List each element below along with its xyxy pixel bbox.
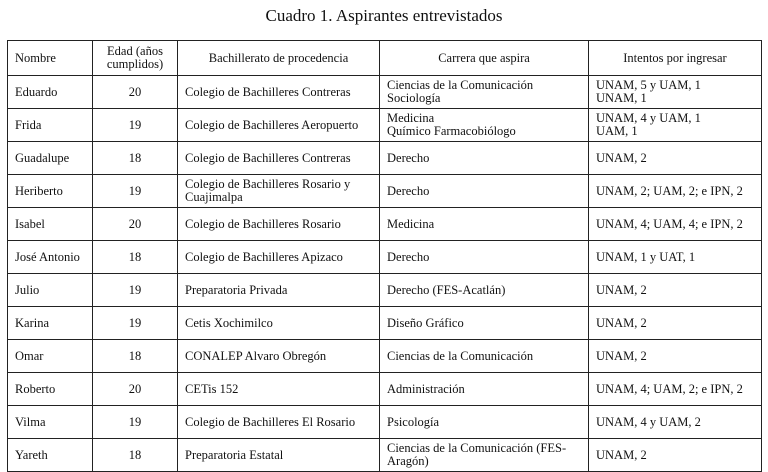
cell-bachillerato: Colegio de Bachilleres Rosario y Cuajimalpa [178,175,380,208]
cell-bachillerato: Cetis Xochimilco [178,307,380,340]
cell-edad: 20 [93,76,178,109]
table-body [8,76,762,472]
cell-intentos: UNAM, 5 y UAM, 1 UNAM, 1 [589,76,762,109]
table-header [8,41,762,76]
table-caption: Cuadro 1. Aspirantes entrevistados [265,6,503,25]
cell-edad: 19 [93,109,178,142]
cell-bachillerato: Colegio de Bachilleres Apizaco [178,241,380,274]
cell-intentos: UNAM, 2 [589,439,762,472]
cell-bachillerato: Colegio de Bachilleres Contreras [178,76,380,109]
cell-nombre: Vilma [8,406,93,439]
table-row [8,439,762,472]
table-row [8,241,762,274]
cell-bachillerato: Colegio de Bachilleres Aeropuerto [178,109,380,142]
table-row [8,373,762,406]
header-intentos: Intentos por ingresar [589,41,762,76]
cell-nombre: Frida [8,109,93,142]
cell-carrera: Psicología [380,406,589,439]
cell-edad: 20 [93,208,178,241]
cell-nombre: José Antonio [8,241,93,274]
cell-carrera: Derecho (FES-Acatlán) [380,274,589,307]
cell-carrera: Ciencias de la Comunicación (FES-Aragón) [380,439,589,472]
cell-nombre: Yareth [8,439,93,472]
table-row [8,175,762,208]
cell-edad: 19 [93,406,178,439]
cell-intentos: UNAM, 2; UAM, 2; e IPN, 2 [589,175,762,208]
cell-edad: 18 [93,439,178,472]
cell-carrera: Derecho [380,241,589,274]
table-row [8,109,762,142]
table-row [8,76,762,109]
header-carrera: Carrera que aspira [380,41,589,76]
cell-carrera: Diseño Gráfico [380,307,589,340]
cell-intentos: UNAM, 4 y UAM, 2 [589,406,762,439]
header-bachillerato: Bachillerato de procedencia [178,41,380,76]
cell-intentos: UNAM, 2 [589,307,762,340]
cell-nombre: Omar [8,340,93,373]
cell-intentos: UNAM, 2 [589,274,762,307]
cell-nombre: Julio [8,274,93,307]
header-row [8,41,762,76]
table-row [8,406,762,439]
cell-intentos: UNAM, 1 y UAT, 1 [589,241,762,274]
cell-carrera: Derecho [380,175,589,208]
cell-edad: 19 [93,274,178,307]
cell-nombre: Heriberto [8,175,93,208]
cell-edad: 20 [93,373,178,406]
cell-edad: 19 [93,307,178,340]
cell-nombre: Roberto [8,373,93,406]
table-row [8,340,762,373]
cell-edad: 19 [93,175,178,208]
cell-nombre: Karina [8,307,93,340]
cell-bachillerato: Colegio de Bachilleres Rosario [178,208,380,241]
cell-bachillerato: CONALEP Alvaro Obregón [178,340,380,373]
header-nombre: Nombre [8,41,93,76]
cell-edad: 18 [93,241,178,274]
cell-intentos: UNAM, 4 y UAM, 1 UAM, 1 [589,109,762,142]
cell-carrera: Medicina Químico Farmacobiólogo [380,109,589,142]
cell-bachillerato: Preparatoria Privada [178,274,380,307]
cell-bachillerato: Colegio de Bachilleres Contreras [178,142,380,175]
header-edad: Edad (años cumplidos) [93,41,178,76]
cell-bachillerato: Colegio de Bachilleres El Rosario [178,406,380,439]
cell-carrera: Derecho [380,142,589,175]
applicants-table [7,40,762,472]
cell-carrera: Administración [380,373,589,406]
cell-carrera: Ciencias de la Comunicación [380,340,589,373]
cell-intentos: UNAM, 2 [589,340,762,373]
table-row [8,208,762,241]
table-row [8,142,762,175]
cell-intentos: UNAM, 2 [589,142,762,175]
cell-intentos: UNAM, 4; UAM, 4; e IPN, 2 [589,208,762,241]
cell-nombre: Isabel [8,208,93,241]
cell-carrera: Ciencias de la Comunicación Sociología [380,76,589,109]
cell-edad: 18 [93,142,178,175]
cell-bachillerato: CETis 152 [178,373,380,406]
table-row [8,307,762,340]
cell-nombre: Eduardo [8,76,93,109]
cell-nombre: Guadalupe [8,142,93,175]
cell-bachillerato: Preparatoria Estatal [178,439,380,472]
cell-carrera: Medicina [380,208,589,241]
table-row [8,274,762,307]
cell-intentos: UNAM, 4; UAM, 2; e IPN, 2 [589,373,762,406]
cell-edad: 18 [93,340,178,373]
